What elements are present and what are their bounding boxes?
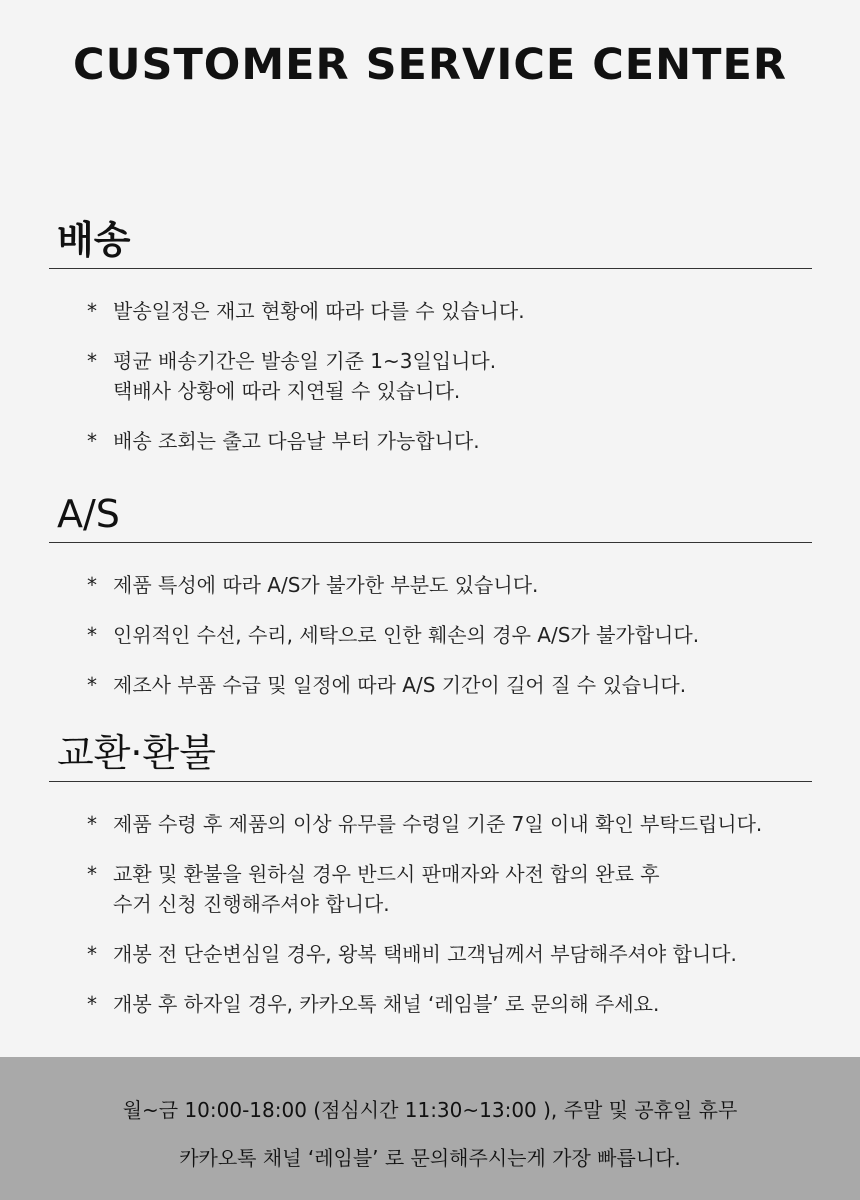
as-section <box>49 486 812 700</box>
item-text: 개봉 전 단순변심일 경우, 왕복 택배비 고객님께서 부담해주셔야 합니다. <box>113 942 737 966</box>
business-hours-text: 월~금 10:00-18:00 (점심시간 11:30~13:00 ), 주말 및 공휴일 휴무 <box>122 1098 738 1122</box>
shipping-section <box>49 212 812 456</box>
bullet-asterisk: * <box>87 673 97 697</box>
list-item <box>49 939 812 969</box>
as-heading: A/S <box>49 486 812 543</box>
list-item <box>49 570 812 600</box>
list-item <box>49 346 812 406</box>
list-item <box>49 670 812 700</box>
bullet-asterisk: * <box>87 862 97 886</box>
page-title: CUSTOMER SERVICE CENTER <box>73 40 787 90</box>
item-text: 개봉 후 하자일 경우, 카카오톡 채널 ‘레임블’ 로 문의해 주세요. <box>113 992 660 1016</box>
bullet-asterisk: * <box>87 349 97 373</box>
shipping-heading: 배송 <box>49 212 812 269</box>
item-text: 인위적인 수선, 수리, 세탁으로 인한 훼손의 경우 A/S가 불가합니다. <box>113 623 700 647</box>
list-item <box>49 426 812 456</box>
contact-channel-text: 카카오톡 채널 ‘레임블’ 로 문의해주시는게 가장 빠릅니다. <box>179 1146 681 1170</box>
exchange-refund-heading: 교환·환불 <box>49 725 812 782</box>
item-text: 배송 조회는 출고 다음날 부터 가능합니다. <box>113 429 480 453</box>
item-text: 제품 수령 후 제품의 이상 유무를 수령일 기준 7일 이내 확인 부탁드립니다. <box>113 812 763 836</box>
bullet-asterisk: * <box>87 992 97 1016</box>
bullet-asterisk: * <box>87 429 97 453</box>
list-item <box>49 859 812 919</box>
bullet-asterisk: * <box>87 299 97 323</box>
exchange-refund-list <box>49 809 812 1019</box>
item-text: 수거 신청 진행해주셔야 합니다. <box>113 892 390 916</box>
item-text: 제품 특성에 따라 A/S가 불가한 부분도 있습니다. <box>113 573 539 597</box>
exchange-refund-section <box>49 725 812 1019</box>
bullet-asterisk: * <box>87 623 97 647</box>
footer-info-bar <box>0 1057 860 1200</box>
list-item <box>49 620 812 650</box>
bullet-asterisk: * <box>87 573 97 597</box>
item-text: 평균 배송기간은 발송일 기준 1~3일입니다. <box>113 349 497 373</box>
item-text: 제조사 부품 수급 및 일정에 따라 A/S 기간이 길어 질 수 있습니다. <box>113 673 687 697</box>
item-text: 교환 및 환불을 원하실 경우 반드시 판매자와 사전 합의 완료 후 <box>113 862 660 886</box>
bullet-asterisk: * <box>87 942 97 966</box>
shipping-list <box>49 296 812 456</box>
list-item <box>49 296 812 326</box>
as-list <box>49 570 812 700</box>
list-item <box>49 809 812 839</box>
list-item <box>49 989 812 1019</box>
item-text: 택배사 상황에 따라 지연될 수 있습니다. <box>113 379 461 403</box>
item-text: 발송일정은 재고 현황에 따라 다를 수 있습니다. <box>113 299 525 323</box>
bullet-asterisk: * <box>87 812 97 836</box>
